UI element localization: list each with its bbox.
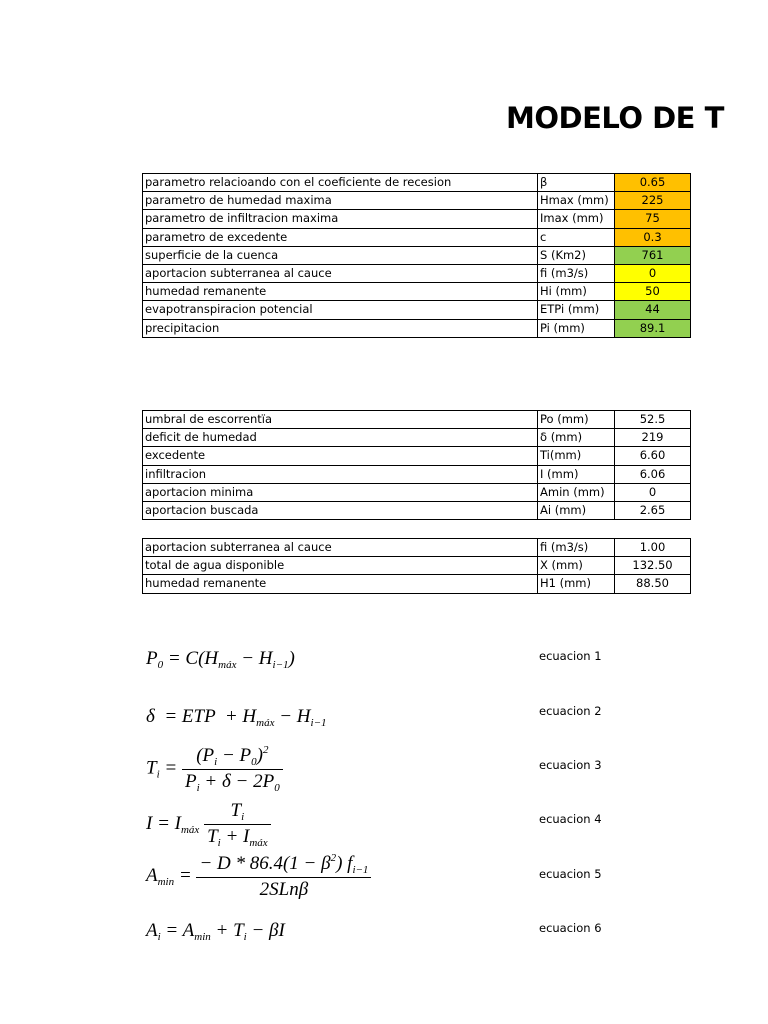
row-value: 0: [615, 483, 691, 501]
row-label: humedad remanente: [143, 283, 538, 301]
table-row: [143, 465, 691, 483]
row-value: 225: [615, 192, 691, 210]
row-value: 0: [615, 264, 691, 282]
table-row: [143, 228, 691, 246]
results-table: [142, 538, 691, 594]
table-row: [143, 283, 691, 301]
input-parameters-table: [142, 173, 691, 338]
row-symbol: H1 (mm): [538, 575, 615, 593]
table-row: [143, 429, 691, 447]
row-value: 0.3: [615, 228, 691, 246]
row-value: 44: [615, 301, 691, 319]
row-symbol: Hi (mm): [538, 283, 615, 301]
row-label: umbral de escorrentı̈a: [143, 411, 538, 429]
row-label: aportacion subterranea al cauce: [143, 264, 538, 282]
table-row: [143, 246, 691, 264]
row-value: 6.06: [615, 465, 691, 483]
table-row: [143, 210, 691, 228]
row-label: infiltracion: [143, 465, 538, 483]
table-row: [143, 539, 691, 557]
row-value: 1.00: [615, 539, 691, 557]
row-label: parametro relacioando con el coeficiente de recesion: [143, 174, 538, 192]
row-symbol: ETPi (mm): [538, 301, 615, 319]
row-symbol: c: [538, 228, 615, 246]
table-row: [143, 264, 691, 282]
row-label: superficie de la cuenca: [143, 246, 538, 264]
row-value: 2.65: [615, 501, 691, 519]
equation-2-formula: δ = ETP + $H_{máx} - H_{i-1}$: [146, 706, 327, 729]
row-value: 6.60: [615, 447, 691, 465]
equation-2-label: ecuacion 2: [539, 704, 602, 718]
row-value: 88.50: [615, 575, 691, 593]
equation-6-formula: $A_i = A_{min} + T_i - \beta I$: [146, 920, 285, 943]
row-symbol: I (mm): [538, 465, 615, 483]
row-value: 75: [615, 210, 691, 228]
equation-1-label: ecuacion 1: [539, 649, 602, 663]
equation-4-label: ecuacion 4: [539, 812, 602, 826]
row-symbol: Ti(mm): [538, 447, 615, 465]
row-label: aportacion subterranea al cauce: [143, 539, 538, 557]
row-symbol: Imax (mm): [538, 210, 615, 228]
row-value: 50: [615, 283, 691, 301]
table-row: [143, 501, 691, 519]
table-row: [143, 575, 691, 593]
table-row: [143, 483, 691, 501]
row-label: parametro de excedente: [143, 228, 538, 246]
row-value: 219: [615, 429, 691, 447]
row-label: evapotranspiracion potencial: [143, 301, 538, 319]
table-row: [143, 447, 691, 465]
row-value: 761: [615, 246, 691, 264]
row-label: total de agua disponible: [143, 557, 538, 575]
row-symbol: fi (m3/s): [538, 539, 615, 557]
table-row: [143, 301, 691, 319]
row-value: 132.50: [615, 557, 691, 575]
equation-3-formula: $T_i$ = $\frac{(P_i - P_0)^2}{P_i + \delta - 2P_0}$: [146, 744, 283, 794]
row-label: parametro de humedad maxima: [143, 192, 538, 210]
row-symbol: Hmax (mm): [538, 192, 615, 210]
equation-3-label: ecuacion 3: [539, 758, 602, 772]
row-label: precipitacion: [143, 319, 538, 337]
computed-values-table: [142, 410, 691, 520]
row-label: parametro de infiltracion maxima: [143, 210, 538, 228]
row-value: 52.5: [615, 411, 691, 429]
table-row: [143, 411, 691, 429]
row-symbol: Po (mm): [538, 411, 615, 429]
row-symbol: fi (m3/s): [538, 264, 615, 282]
row-symbol: β: [538, 174, 615, 192]
row-label: excedente: [143, 447, 538, 465]
row-symbol: δ (mm): [538, 429, 615, 447]
equation-6-label: ecuacion 6: [539, 921, 602, 935]
row-label: aportacion minima: [143, 483, 538, 501]
row-label: deficit de humedad: [143, 429, 538, 447]
page-title: MODELO DE T: [506, 101, 724, 135]
row-symbol: Pi (mm): [538, 319, 615, 337]
row-label: humedad remanente: [143, 575, 538, 593]
row-symbol: X (mm): [538, 557, 615, 575]
row-label: aportacion buscada: [143, 501, 538, 519]
equation-1-formula: $P_0 = C(H_{máx} - H_{i-1})$: [146, 648, 295, 671]
row-symbol: Amin (mm): [538, 483, 615, 501]
table-row: [143, 192, 691, 210]
table-row: [143, 557, 691, 575]
table-row: [143, 319, 691, 337]
row-symbol: S (Km2): [538, 246, 615, 264]
row-value: 0.65: [615, 174, 691, 192]
row-symbol: Ai (mm): [538, 501, 615, 519]
table-row: [143, 174, 691, 192]
equation-4-formula: $I = I_{máx}$ $\frac{T_i}{T_i + I_{máx}}$: [146, 800, 271, 849]
row-value: 89.1: [615, 319, 691, 337]
equation-5-label: ecuacion 5: [539, 867, 602, 881]
equation-5-formula: $A_{min}$ = $\frac{- D * 86.4(1 - \beta^2) f_{i-1}}{\text{2SLnβ}}$: [146, 852, 371, 901]
